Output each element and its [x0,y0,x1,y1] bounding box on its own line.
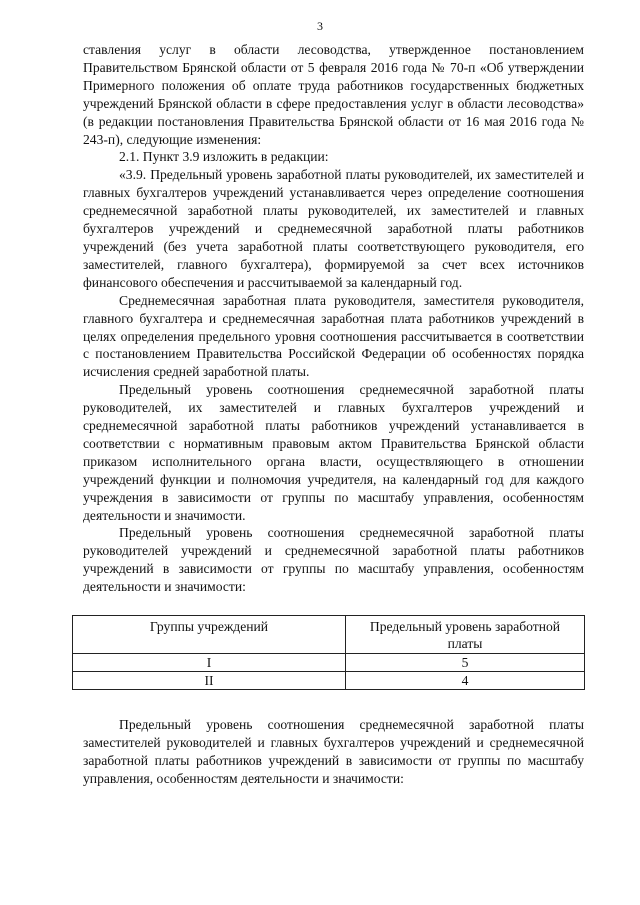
column-header-limit: Предельный уровень заработной платы [346,616,585,654]
table-header-row [73,616,585,654]
paragraph-item-2-1: 2.1. Пункт 3.9 изложить в редакции: [119,149,329,165]
paragraph-continuation: ставления услуг в области лесоводства, утвержденное постановлением Правительством Брянской области от 5 февраля 2016 года № 70-п «Об утверждении Примерного положения об оплате труда работников государственных бюджетных учреждений Брянской области в сфере предоставления услуг в области лесоводства» (в редакции постановления Правительства Брянской области от 16 мая 2016 года № 243-п), следующие изменения: [83,42,584,147]
table-cell-limit: 5 [346,654,585,672]
salary-limit-table [72,615,585,690]
paragraph-table-intro: Предельный уровень соотношения среднемесячной заработной платы руководителей учреждений и среднемесячной заработной платы работников учреждений в зависимости от группы по масштабу управления, особенностям деятельности и значимости: [83,525,584,595]
page-number: 3 [317,19,323,33]
paragraph-clause-3-9: «3.9. Предельный уровень заработной платы руководителей, их заместителей и главных бухгалтеров учреждений устанавливается через определение соотношения среднемесячной заработной платы руководителей, их заместителей и главных бухгалтеров учреждений и среднемесячной заработной платы работников учреждений (без учета заработной платы соответствующего руководителя, его заместителей, главного бухгалтера), формируемой за счет всех источников финансового обеспечения и рассчитываемой за календарный год. [83,167,584,290]
table-cell-group: II [73,672,346,690]
table-row [73,672,585,690]
paragraph-deputies-limit: Предельный уровень соотношения среднемесячной заработной платы заместителей руководителей и главных бухгалтеров учреждений и среднемесячной заработной платы работников учреждений в зависимости от группы по масштабу управления, особенностям деятельности и значимости: [83,717,584,786]
column-header-groups: Группы учреждений [73,616,346,654]
table-row [73,654,585,672]
paragraph-average-salary: Среднемесячная заработная плата руководителя, заместителя руководителя, главного бухгалтера и среднемесячная заработная плата работников учреждений в целях определения предельного уровня соотношения рассчитывается в соответствии с постановлением Правительства Российской Федерации об особенностях порядка исчисления средней заработной платы. [83,292,584,380]
document-body-continued [83,716,584,788]
document-body [83,41,584,596]
table-cell-group: I [73,654,346,672]
paragraph-limit-ratio: Предельный уровень соотношения среднемесячной заработной платы руководителей, их заместителей и главных бухгалтеров учреждений и среднемесячной заработной платы работников учреждений устанавливается в соответствии с нормативным правовым актом Правительства Брянской области приказом исполнительного органа власти, осуществляющего в отношении учреждений функции и полномочия учредителя, на календарный год для каждого учреждения в зависимости от группы по масштабу управления, особенностям деятельности и значимости. [83,382,584,523]
table-cell-limit: 4 [346,672,585,690]
